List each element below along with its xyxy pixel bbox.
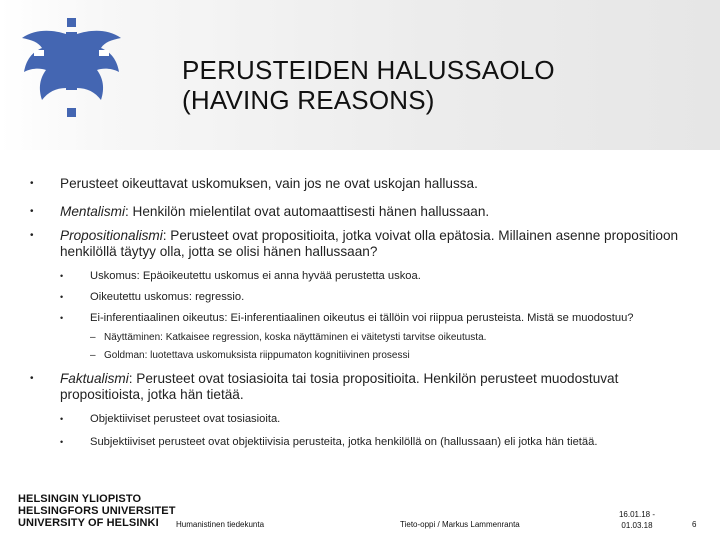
bullet-marker: • bbox=[30, 230, 34, 241]
dash-marker: – bbox=[90, 350, 96, 361]
bullet-marker: • bbox=[30, 206, 34, 217]
bullet-3 bbox=[30, 228, 700, 260]
page-number: 6 bbox=[692, 520, 697, 529]
slide-title bbox=[182, 55, 702, 115]
bullet-4-sub-1 bbox=[30, 412, 700, 426]
title-line-2: (HAVING REASONS) bbox=[182, 85, 435, 115]
footer-date bbox=[612, 509, 662, 531]
footer-date-line-2: 01.03.18 bbox=[621, 521, 653, 530]
subsub-bullet-text: Goldman: luotettava uskomuksista riippumaton kognitiivinen prosessi bbox=[104, 350, 410, 361]
bullet-marker: • bbox=[30, 373, 34, 384]
sub-bullet-text: Subjektiiviset perusteet ovat objektiivisia perusteita, jotka henkilöllä on (hallussaan) eli jotka hän tietää. bbox=[90, 436, 598, 448]
bullet-3-subsub-2 bbox=[30, 350, 700, 362]
bullet-4 bbox=[30, 371, 700, 403]
university-wordmark bbox=[18, 493, 176, 529]
footer-author: Tieto-oppi / Markus Lammenranta bbox=[400, 520, 520, 529]
dash-marker: – bbox=[90, 332, 96, 343]
bullet-marker: • bbox=[60, 414, 64, 424]
sub-bullet-text: Ei-inferentiaalinen oikeutus: Ei-inferentiaalinen oikeutus ei tällöin voi riippua perusteista. Mistä se muodostuu? bbox=[90, 312, 634, 324]
bullet-3-sub-1 bbox=[30, 269, 700, 283]
sub-bullet-text: Objektiiviset perusteet ovat tosiasioita. bbox=[90, 413, 281, 425]
bullet-marker: • bbox=[60, 292, 64, 302]
slide-content bbox=[30, 176, 700, 449]
bullet-marker: • bbox=[60, 437, 64, 447]
bullet-2 bbox=[30, 204, 700, 220]
title-line-1: PERUSTEIDEN HALUSSAOLO bbox=[182, 55, 555, 85]
university-name-sv: HELSINGFORS UNIVERSITET bbox=[18, 505, 176, 517]
bullet-3-sub-2 bbox=[30, 290, 700, 304]
university-logo-icon bbox=[14, 12, 132, 122]
bullet-marker: • bbox=[60, 313, 64, 323]
bullet-4-sub-2 bbox=[30, 435, 700, 449]
bullet-3-text: : Perusteet ovat propositioita, jotka voivat olla epätosia. Millainen asenne propositioon henkilöllä täytyy olla, jotta se olisi hänen hallussaan? bbox=[60, 228, 679, 259]
bullet-2-term: Mentalismi bbox=[60, 204, 125, 219]
bullet-3-term: Propositionalismi bbox=[60, 228, 163, 243]
bullet-marker: • bbox=[30, 178, 34, 189]
footer-faculty: Humanistinen tiedekunta bbox=[176, 520, 265, 529]
bullet-2-text: : Henkilön mielentilat ovat automaattisesti hänen hallussaan. bbox=[124, 204, 490, 219]
university-name-fi: HELSINGIN YLIOPISTO bbox=[18, 493, 142, 505]
bullet-1 bbox=[30, 176, 700, 192]
footer-date-line-1: 16.01.18 - bbox=[618, 510, 656, 519]
sub-bullet-text: Oikeutettu uskomus: regressio. bbox=[90, 291, 245, 303]
bullet-3-sub-3 bbox=[30, 311, 700, 325]
bullet-4-text: : Perusteet ovat tosiasioita tai tosia propositioita. Henkilön perusteet muodostuvat propositioista, jotka hän tietää. bbox=[60, 371, 619, 402]
university-name-en: UNIVERSITY OF HELSINKI bbox=[18, 517, 159, 529]
subsub-bullet-text: Näyttäminen: Katkaisee regression, koska näyttäminen ei väitetysti tarvitse oikeutusta. bbox=[104, 332, 487, 343]
bullet-3-subsub-1 bbox=[30, 332, 700, 344]
bullet-1-text: Perusteet oikeuttavat uskomuksen, vain jos ne ovat uskojan hallussa. bbox=[60, 176, 478, 191]
bullet-4-term: Faktualismi bbox=[60, 371, 129, 386]
sub-bullet-text: Uskomus: Epäoikeutettu uskomus ei anna hyvää perustetta uskoa. bbox=[90, 270, 421, 282]
bullet-marker: • bbox=[60, 271, 64, 281]
